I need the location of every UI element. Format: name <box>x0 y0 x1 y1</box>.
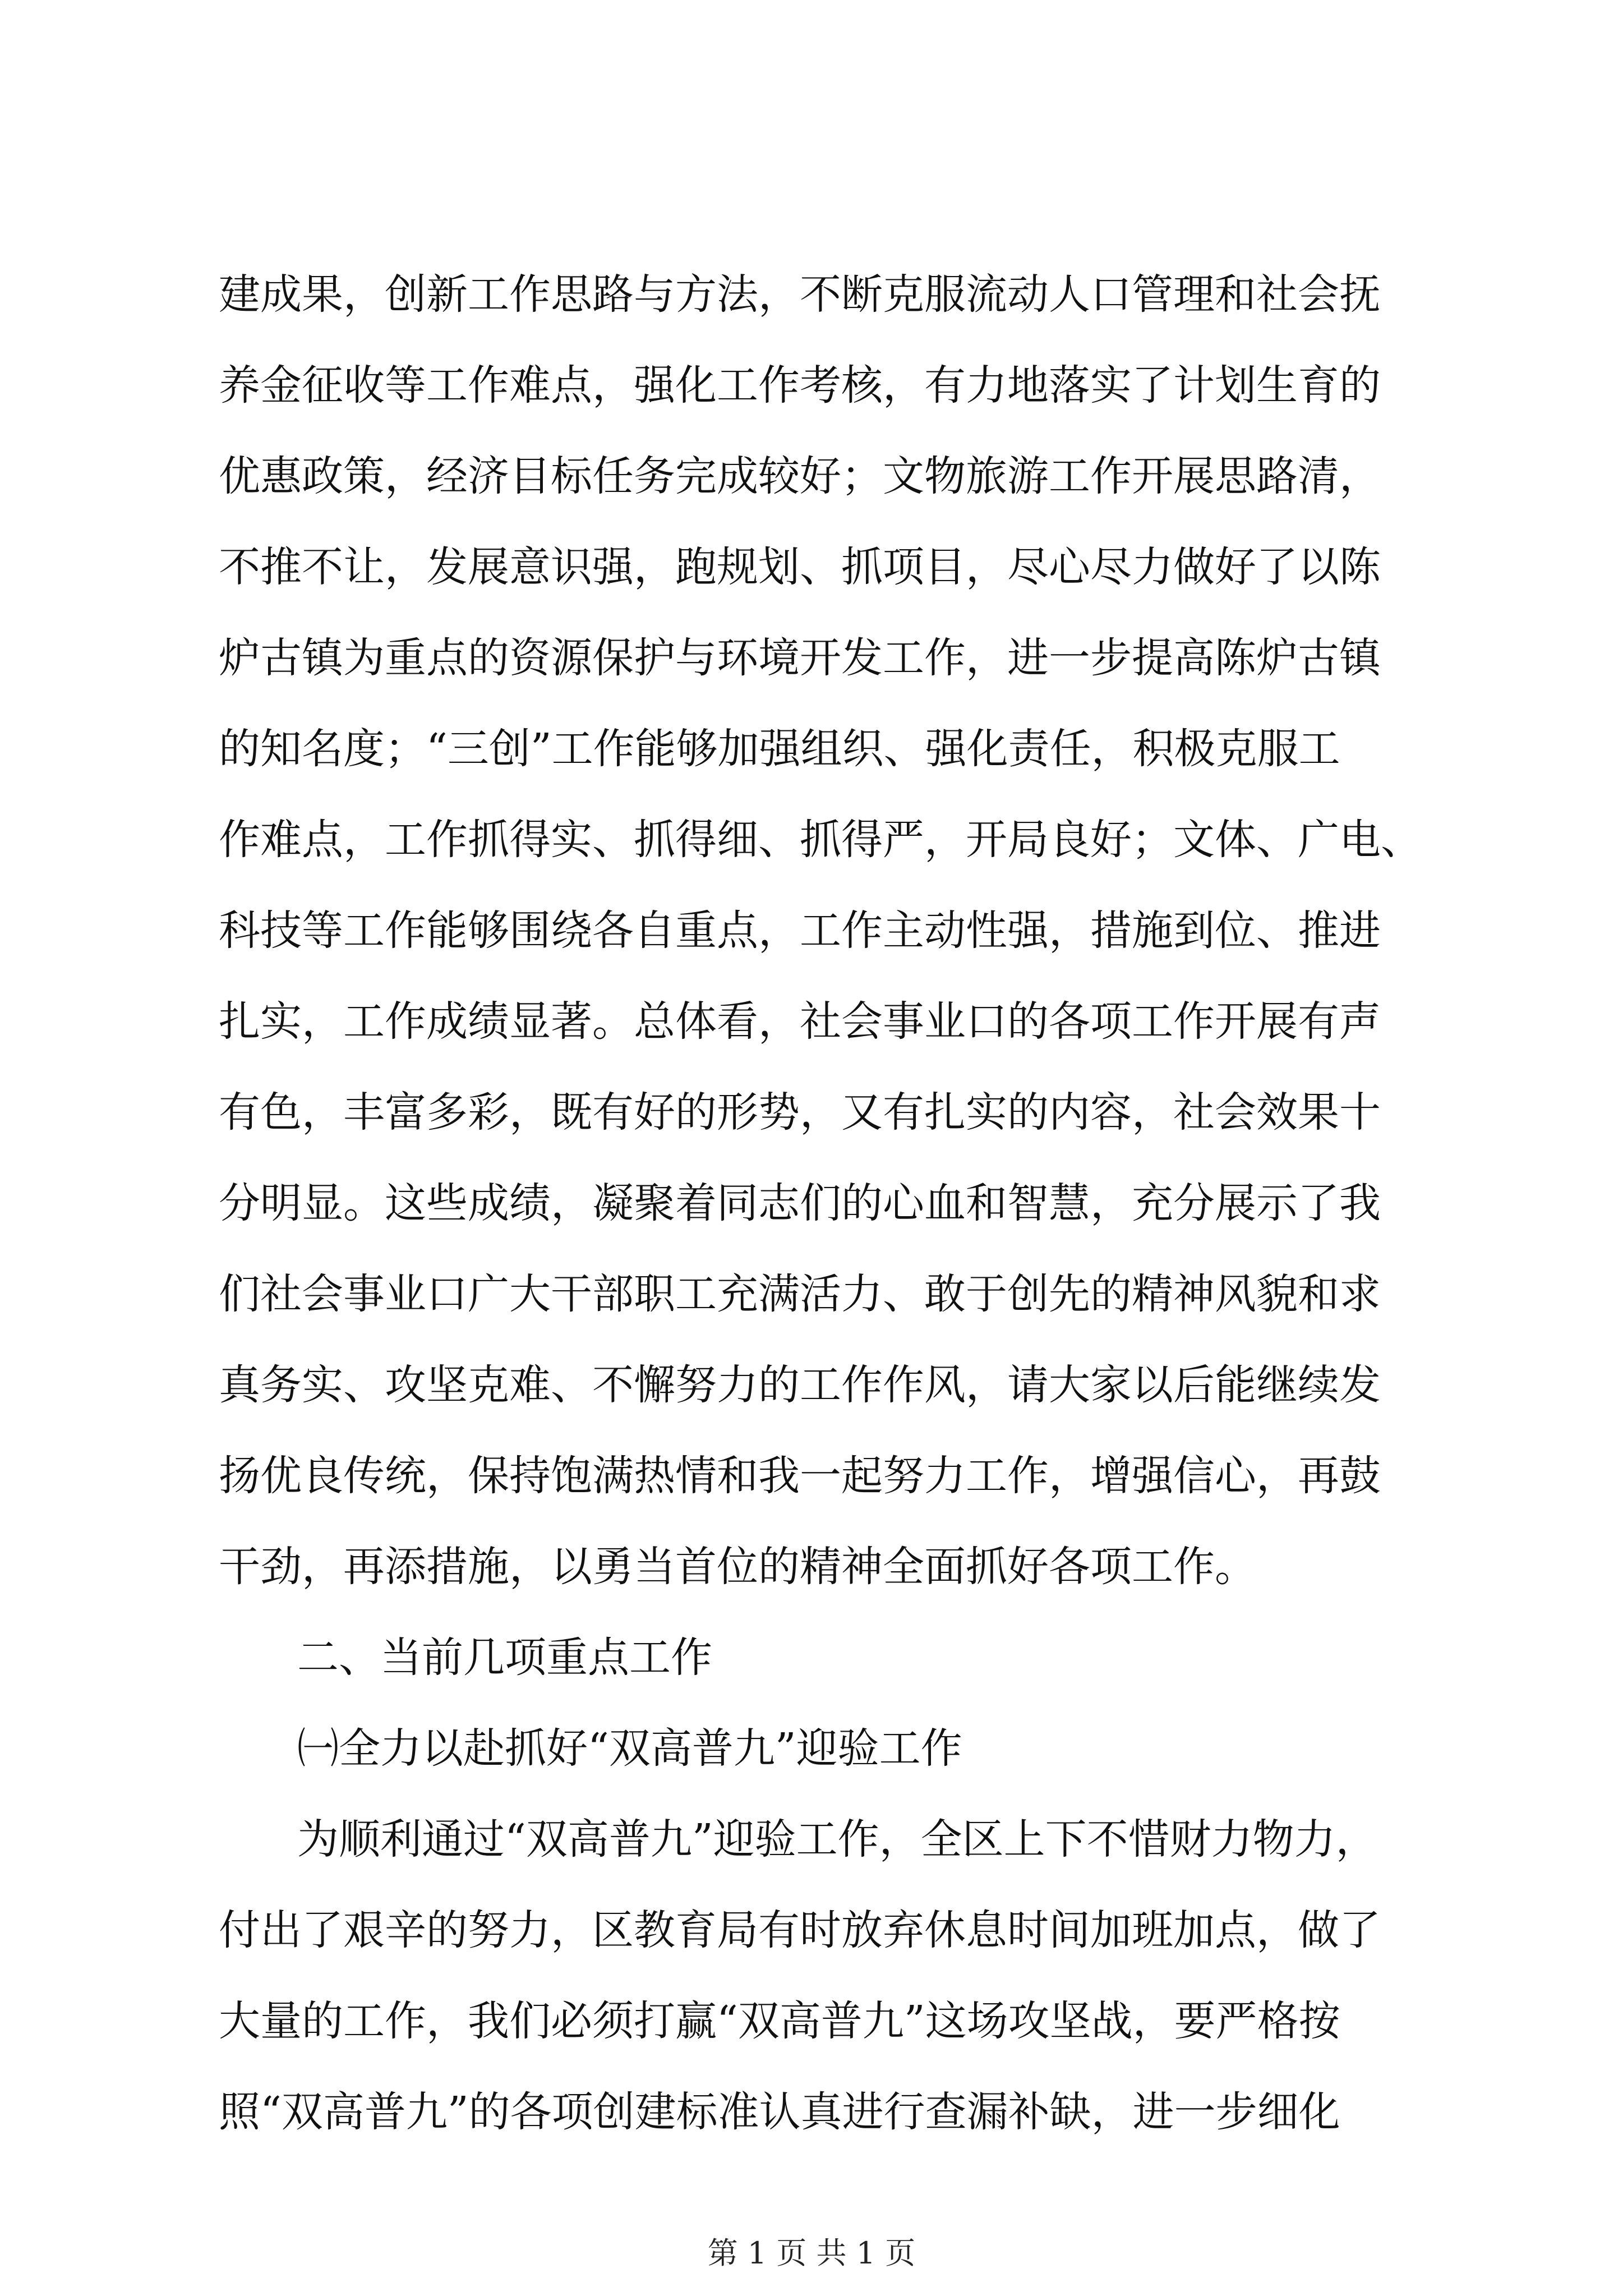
text-line-content: 照“双高普九”的各项创建标准认真进行查漏补缺，进一步细化 <box>219 2088 1340 2136</box>
text-line-content: 科技等工作能够围绕各自重点，工作主动性强，措施到位、推进 <box>219 907 1381 955</box>
text-line-content: 不推不让，发展意识强，跑规划、抓项目，尽心尽力做好了以陈 <box>219 543 1381 591</box>
subsection-heading-text: ㈠全力以赴抓好“双高普九”迎验工作 <box>297 1724 962 1773</box>
text-line <box>0 997 1623 1102</box>
text-line <box>0 1997 1623 2101</box>
text-line-content: 养金征收等工作难点，强化工作考核，有力地落实了计划生育的 <box>219 361 1381 409</box>
text-line-content: 有色，丰富多彩，既有好的形势，又有扎实的内容，社会效果十 <box>219 1088 1381 1137</box>
text-line <box>0 725 1623 829</box>
subsection-heading <box>0 1724 1623 1829</box>
text-line <box>0 1815 1623 1920</box>
text-line <box>0 543 1623 647</box>
text-line-content: 优惠政策，经济目标任务完成较好；文物旅游工作开展思路清， <box>219 452 1381 500</box>
text-line <box>0 1088 1623 1193</box>
text-line <box>0 816 1623 920</box>
text-line-content: 干劲，再添措施，以勇当首位的精神全面抓好各项工作。 <box>219 1543 1256 1591</box>
text-line-content: 的知名度；“三创”工作能够加强组织、强化责任，积极克服工 <box>219 725 1340 773</box>
section-heading <box>0 1634 1623 1738</box>
text-line-content: 炉古镇为重点的资源保护与环境开发工作，进一步提高陈炉古镇 <box>219 634 1381 682</box>
section-heading-text: 二、当前几项重点工作 <box>297 1634 712 1682</box>
text-line <box>0 1906 1623 2010</box>
text-line <box>0 361 1623 466</box>
text-line-content: 扬优良传统，保持饱满热情和我一起努力工作，增强信心，再鼓 <box>219 1452 1381 1500</box>
text-line-content: 扎实，工作成绩显著。总体看，社会事业口的各项工作开展有声 <box>219 997 1381 1046</box>
text-line <box>0 270 1623 375</box>
text-line-content: 们社会事业口广大干部职工充满活力、敢于创先的精神风貌和求 <box>219 1270 1381 1318</box>
page-number-label: 第 1 页 共 1 页 <box>707 2235 916 2271</box>
text-line <box>0 1361 1623 1465</box>
page-footer <box>0 2235 1623 2271</box>
text-line-content: 付出了艰辛的努力，区教育局有时放弃休息时间加班加点，做了 <box>219 1906 1381 1954</box>
text-line <box>0 1179 1623 1283</box>
text-line-content: 大量的工作，我们必须打赢“双高普九”这场攻坚战，要严格按 <box>219 1997 1340 2045</box>
text-line <box>0 452 1623 556</box>
text-line-content: 分明显。这些成绩，凝聚着同志们的心血和智慧，充分展示了我 <box>219 1179 1381 1227</box>
text-line <box>0 2088 1623 2192</box>
text-line-content: 作难点，工作抓得实、抓得细、抓得严，开局良好；文体、广电、 <box>219 816 1422 864</box>
text-line <box>0 1452 1623 1556</box>
text-line <box>0 634 1623 738</box>
text-line-content: 为顺利通过“双高普九”迎验工作，全区上下不惜财力物力， <box>297 1815 1377 1864</box>
text-line <box>0 907 1623 1011</box>
text-line-content: 建成果，创新工作思路与方法，不断克服流动人口管理和社会抚 <box>219 270 1381 319</box>
text-line <box>0 1543 1623 1647</box>
text-line <box>0 1270 1623 1374</box>
text-line-content: 真务实、攻坚克难、不懈努力的工作作风，请大家以后能继续发 <box>219 1361 1381 1409</box>
